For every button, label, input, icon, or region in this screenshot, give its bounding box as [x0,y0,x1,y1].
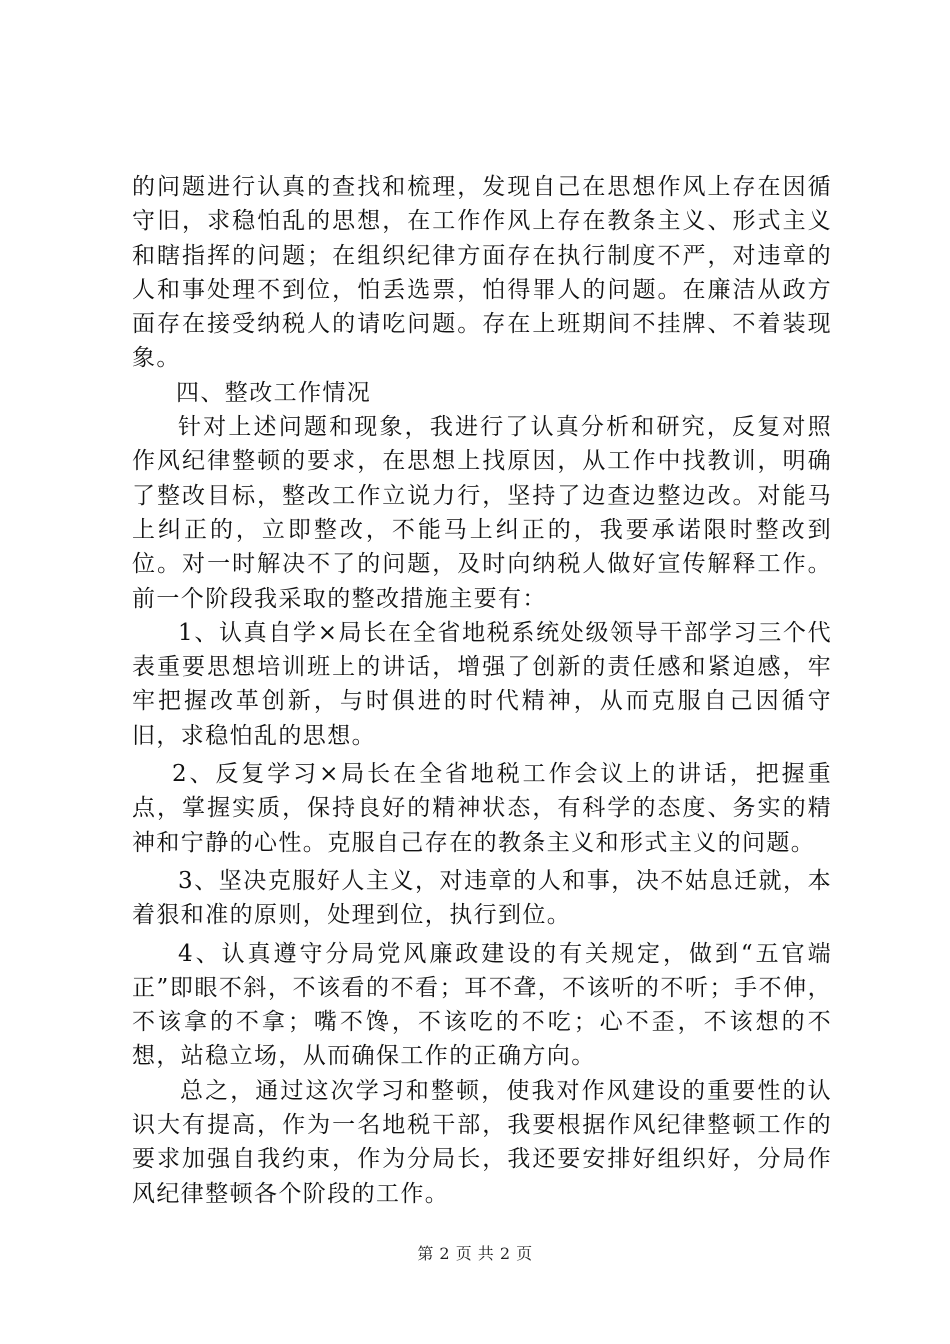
list-item: 2、反复学习×局长在全省地税工作会议上的讲话，把握重点，掌握实质，保持良好的精神状态，有科学的态度、务实的精神和宁静的心性。克服自己存在的教条主义和形式主义的问题。 [132,761,832,856]
document-body [132,170,832,1211]
page-number-footer: 第 2 页 共 2 页 [417,1244,533,1263]
list-item: 4、认真遵守分局党风廉政建设的有关规定，做到“五官端正”即眼不斜，不该看的不看；耳不聋，不该听的不听；手不伸，不该拿的不拿；嘴不馋，不该吃的不吃；心不歪，不该想的不想，站稳立场，从而确保工作的正确方向。 [132,940,832,1070]
body-paragraph: 针对上述问题和现象，我进行了认真分析和研究，反复对照作风纪律整顿的要求，在思想上找原因，从工作中找教训，明确了整改目标，整改工作立说力行，坚持了边查边整边改。对能马上纠正的，立即整改，不能马上纠正的，我要承诺限时整改到位。对一时解决不了的问题，及时向纳税人做好宣传解释工作。前一个阶段我采取的整改措施主要有： [132,414,832,612]
closing-paragraph: 总之，通过这次学习和整顿，使我对作风建设的重要性的认识大有提高，作为一名地税干部，我要根据作风纪律整顿工作的要求加强自我约束，作为分局长，我还要安排好组织好，分局作风纪律整顿各个阶段的工作。 [132,1077,832,1207]
list-item: 1、认真自学×局长在全省地税系统处级领导干部学习三个代表重要思想培训班上的讲话，增强了创新的责任感和紧迫感，牢牢把握改革创新，与时俱进的时代精神，从而克服自己因循守旧，求稳怕乱的思想。 [132,619,832,749]
section-heading: 四、整改工作情况 [176,379,372,406]
body-paragraph: 的问题进行认真的查找和梳理，发现自己在思想作风上存在因循守旧，求稳怕乱的思想，在工作作风上存在教条主义、形式主义和瞎指挥的问题；在组织纪律方面存在执行制度不严，对违章的人和事处理不到位，怕丢选票，怕得罪人的问题。在廉洁从政方面存在接受纳税人的请吃问题。存在上班期间不挂牌、不着装现象。 [132,174,832,372]
list-item: 3、坚决克服好人主义，对违章的人和事，决不姑息迁就，本着狠和准的原则，处理到位，执行到位。 [132,867,832,929]
